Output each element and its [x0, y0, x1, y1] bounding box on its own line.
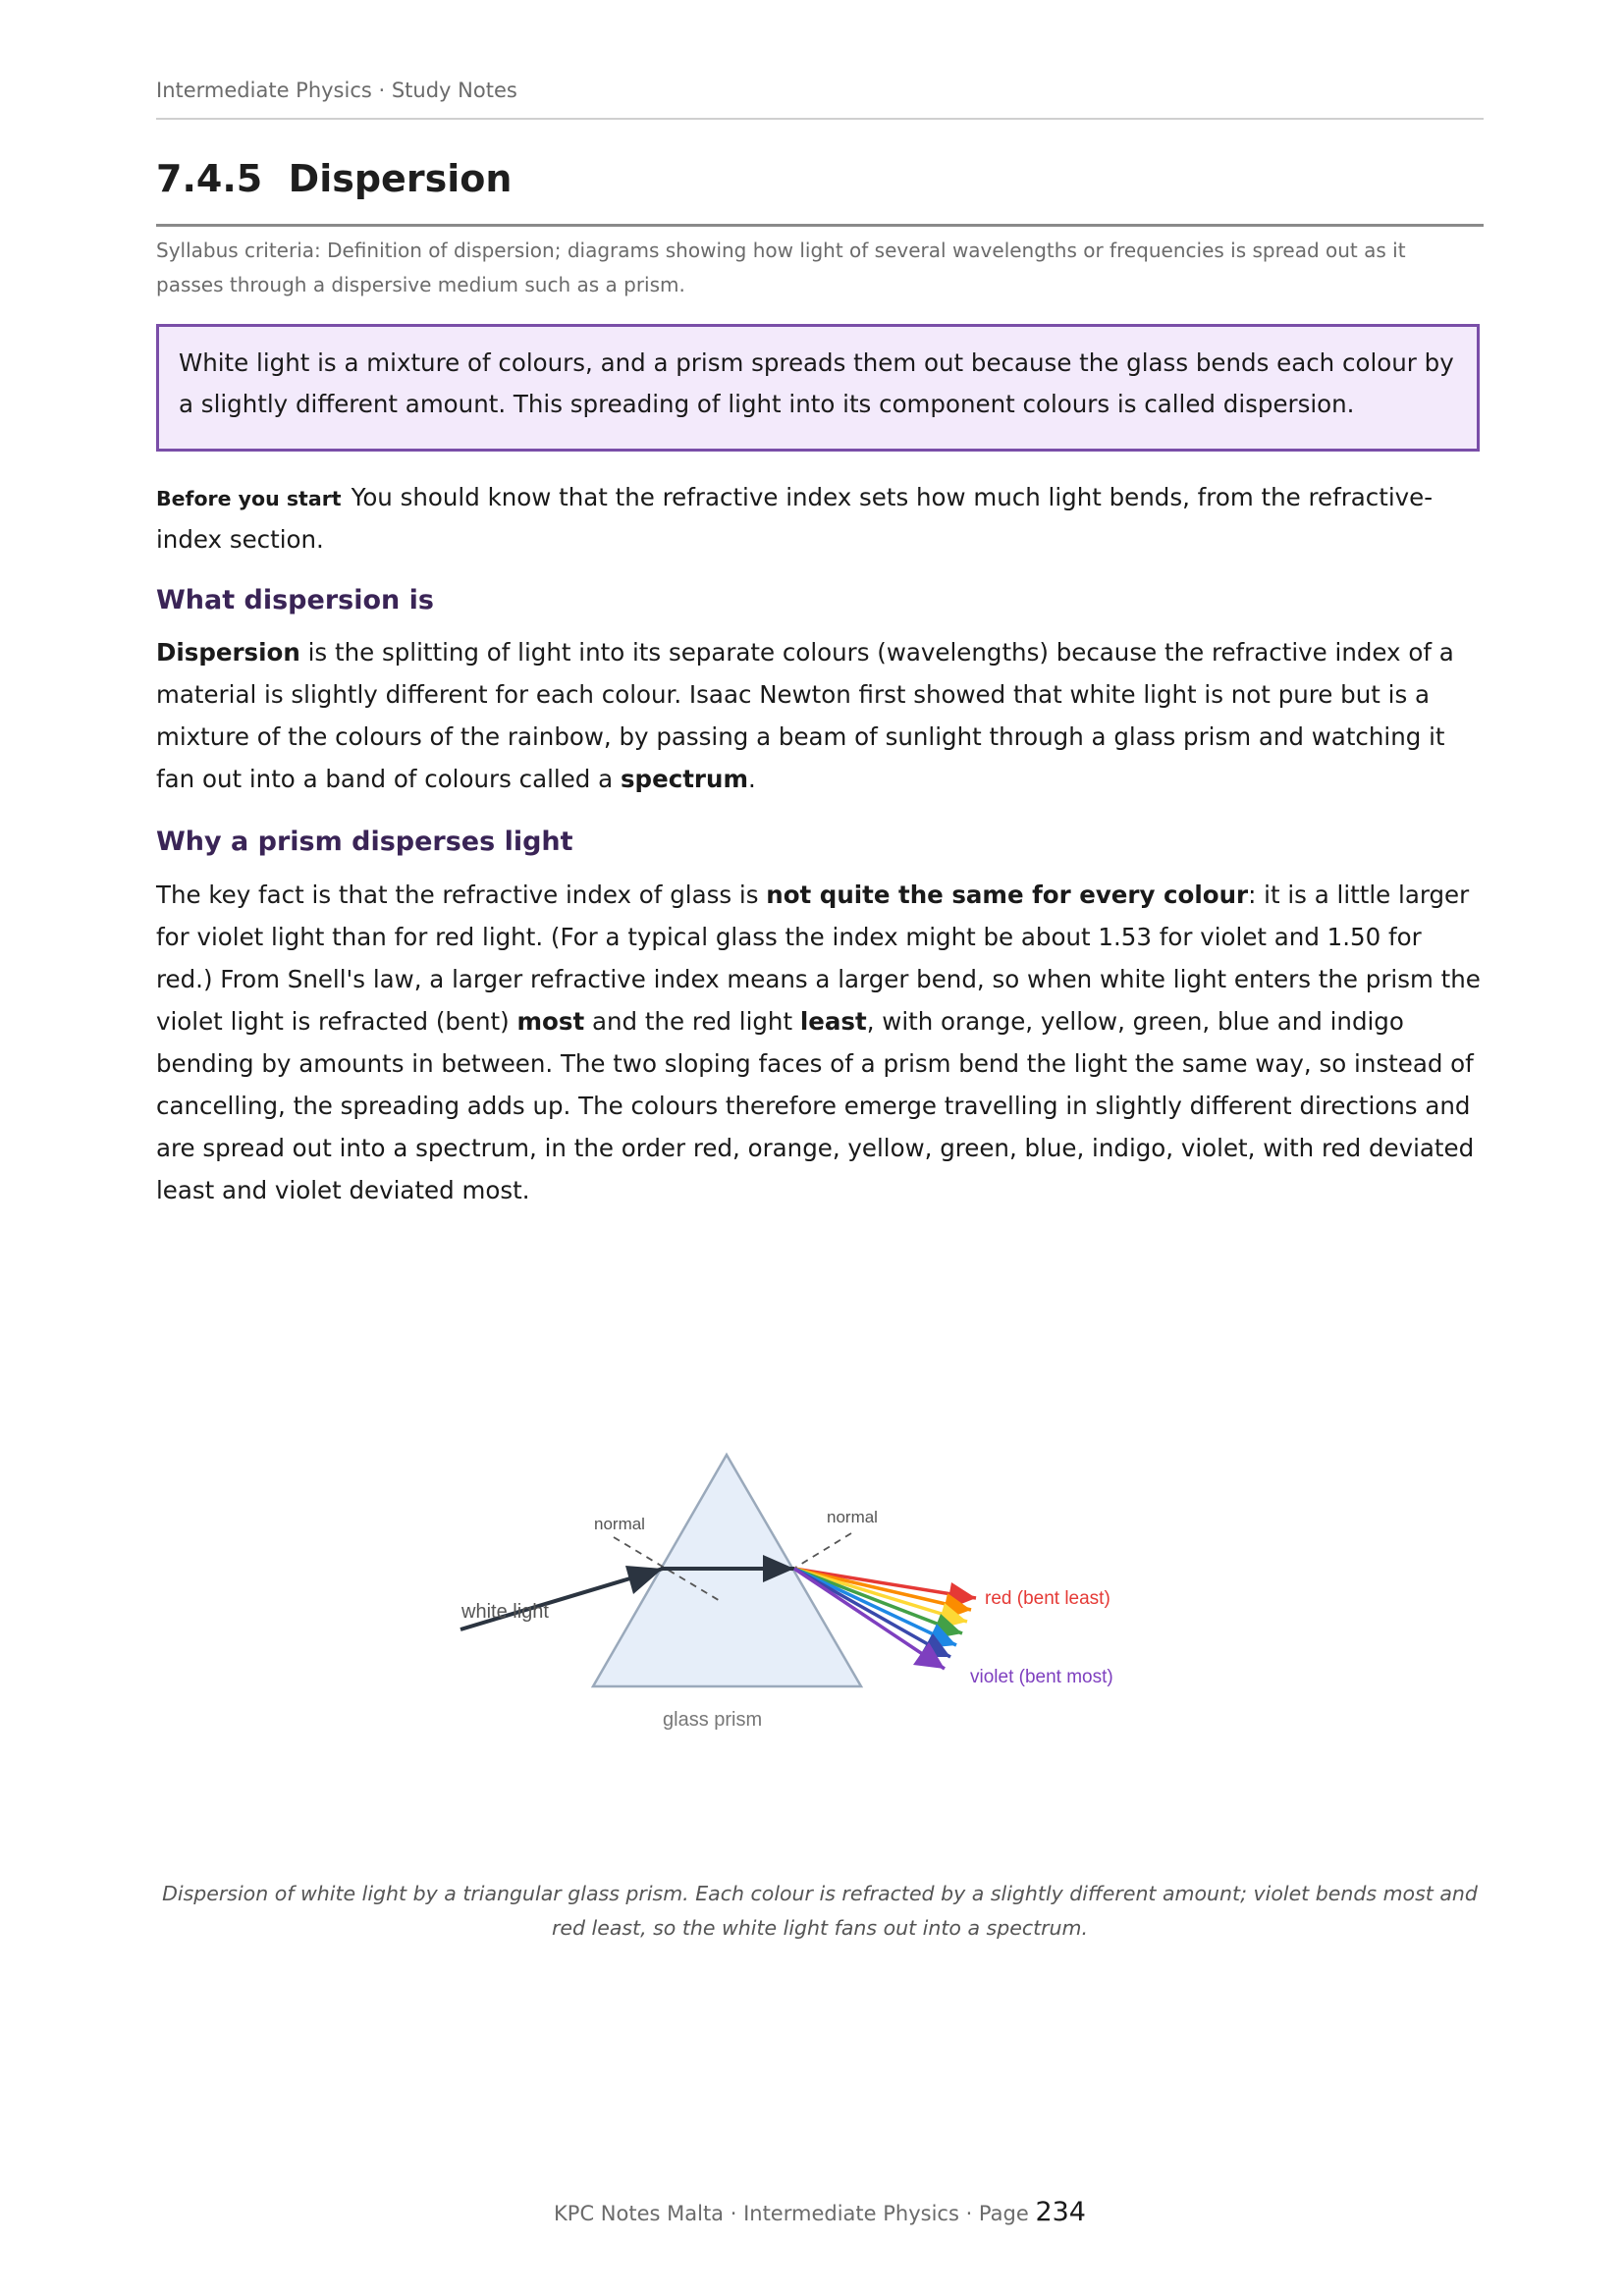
header-rule — [156, 118, 1484, 120]
key-idea-callout — [156, 324, 1480, 452]
text-run: : it is a little larger for violet light than for red light. (For a typical glass the index might be about 1.53 for violet and 1.50 for red.) From Snell's law, a larger refractive index means a larger bend, so when white light enters the prism the violet light is refracted (bent) — [156, 881, 1481, 1036]
text-run: is the splitting of light into its separate colours (wavelengths) because the refractive index of a material is slightly different for each colour. Isaac Newton first showed that white light is not pure but is a mixture of the colours of the rainbow, by passing a beam of sunlight through a glass prism and watching it fan out into a band of colours called a — [156, 638, 1454, 793]
paragraph-why-prism-disperses — [156, 874, 1484, 1211]
prism-dispersion-figure — [156, 1433, 1484, 1806]
label-normal-right: normal — [827, 1508, 878, 1526]
text-run: The key fact is that the refractive index of glass is — [156, 881, 767, 909]
before-you-start-label: Before you start — [156, 487, 342, 510]
label-glass-prism: glass prism — [663, 1709, 763, 1731]
text-run: , with orange, yellow, green, blue and indigo bending by amounts in between. The two sloping faces of a prism bend the light the same way, so instead of cancelling, the spreading adds up. The colours therefore emerge travelling in slightly different directions and are spread out into a spectrum, in the order red, orange, yellow, green, blue, indigo, violet, with red deviated least and violet deviated most. — [156, 1007, 1475, 1204]
emphasis-most: most — [516, 1007, 585, 1036]
label-normal-left: normal — [594, 1515, 645, 1533]
paragraph-what-dispersion-is — [156, 631, 1484, 800]
text-run: and the red light — [584, 1007, 800, 1036]
footer-text: KPC Notes Malta · Intermediate Physics · Page — [554, 2202, 1036, 2225]
term-dispersion: Dispersion — [156, 638, 300, 667]
page-footer — [156, 2197, 1484, 2227]
title-rule — [156, 224, 1484, 227]
heading-why-prism-disperses: Why a prism disperses light — [156, 827, 573, 857]
before-you-start-text: You should know that the refractive index sets how much light bends, from the refractive-index section. — [156, 483, 1434, 554]
text-run: . — [747, 765, 756, 793]
label-red-bent-least: red (bent least) — [985, 1588, 1110, 1609]
running-header: Intermediate Physics · Study Notes — [156, 79, 517, 102]
section-number: 7.4.5 — [156, 157, 263, 200]
emphasis-least: least — [799, 1007, 867, 1036]
emphasis-not-same: not quite the same for every colour — [766, 881, 1249, 909]
label-white-light: white light — [461, 1601, 549, 1623]
section-title-text: Dispersion — [288, 157, 513, 200]
normal-line-right — [790, 1533, 851, 1571]
heading-what-dispersion-is: What dispersion is — [156, 585, 434, 615]
section-title — [156, 157, 512, 200]
figure-caption: Dispersion of white light by a triangular glass prism. Each colour is refracted by a slightly different amount; violet bends most and red least, so the white light fans out into a spectrum. — [162, 1882, 1478, 1940]
syllabus-criteria: Syllabus criteria: Definition of dispersion; diagrams showing how light of several wavelengths or frequencies is spread out as it passes through a dispersive medium such as a prism. — [156, 239, 1406, 296]
before-you-start — [156, 477, 1484, 561]
term-spectrum: spectrum — [620, 765, 748, 793]
prism-diagram — [156, 1433, 1484, 1806]
callout-text: White light is a mixture of colours, and a prism spreads them out because the glass bends each colour by a slightly different amount. This spreading of light into its component colours is called dispersion. — [179, 348, 1454, 418]
page-number: 234 — [1035, 2197, 1086, 2227]
label-violet-bent-most: violet (bent most) — [970, 1667, 1113, 1687]
